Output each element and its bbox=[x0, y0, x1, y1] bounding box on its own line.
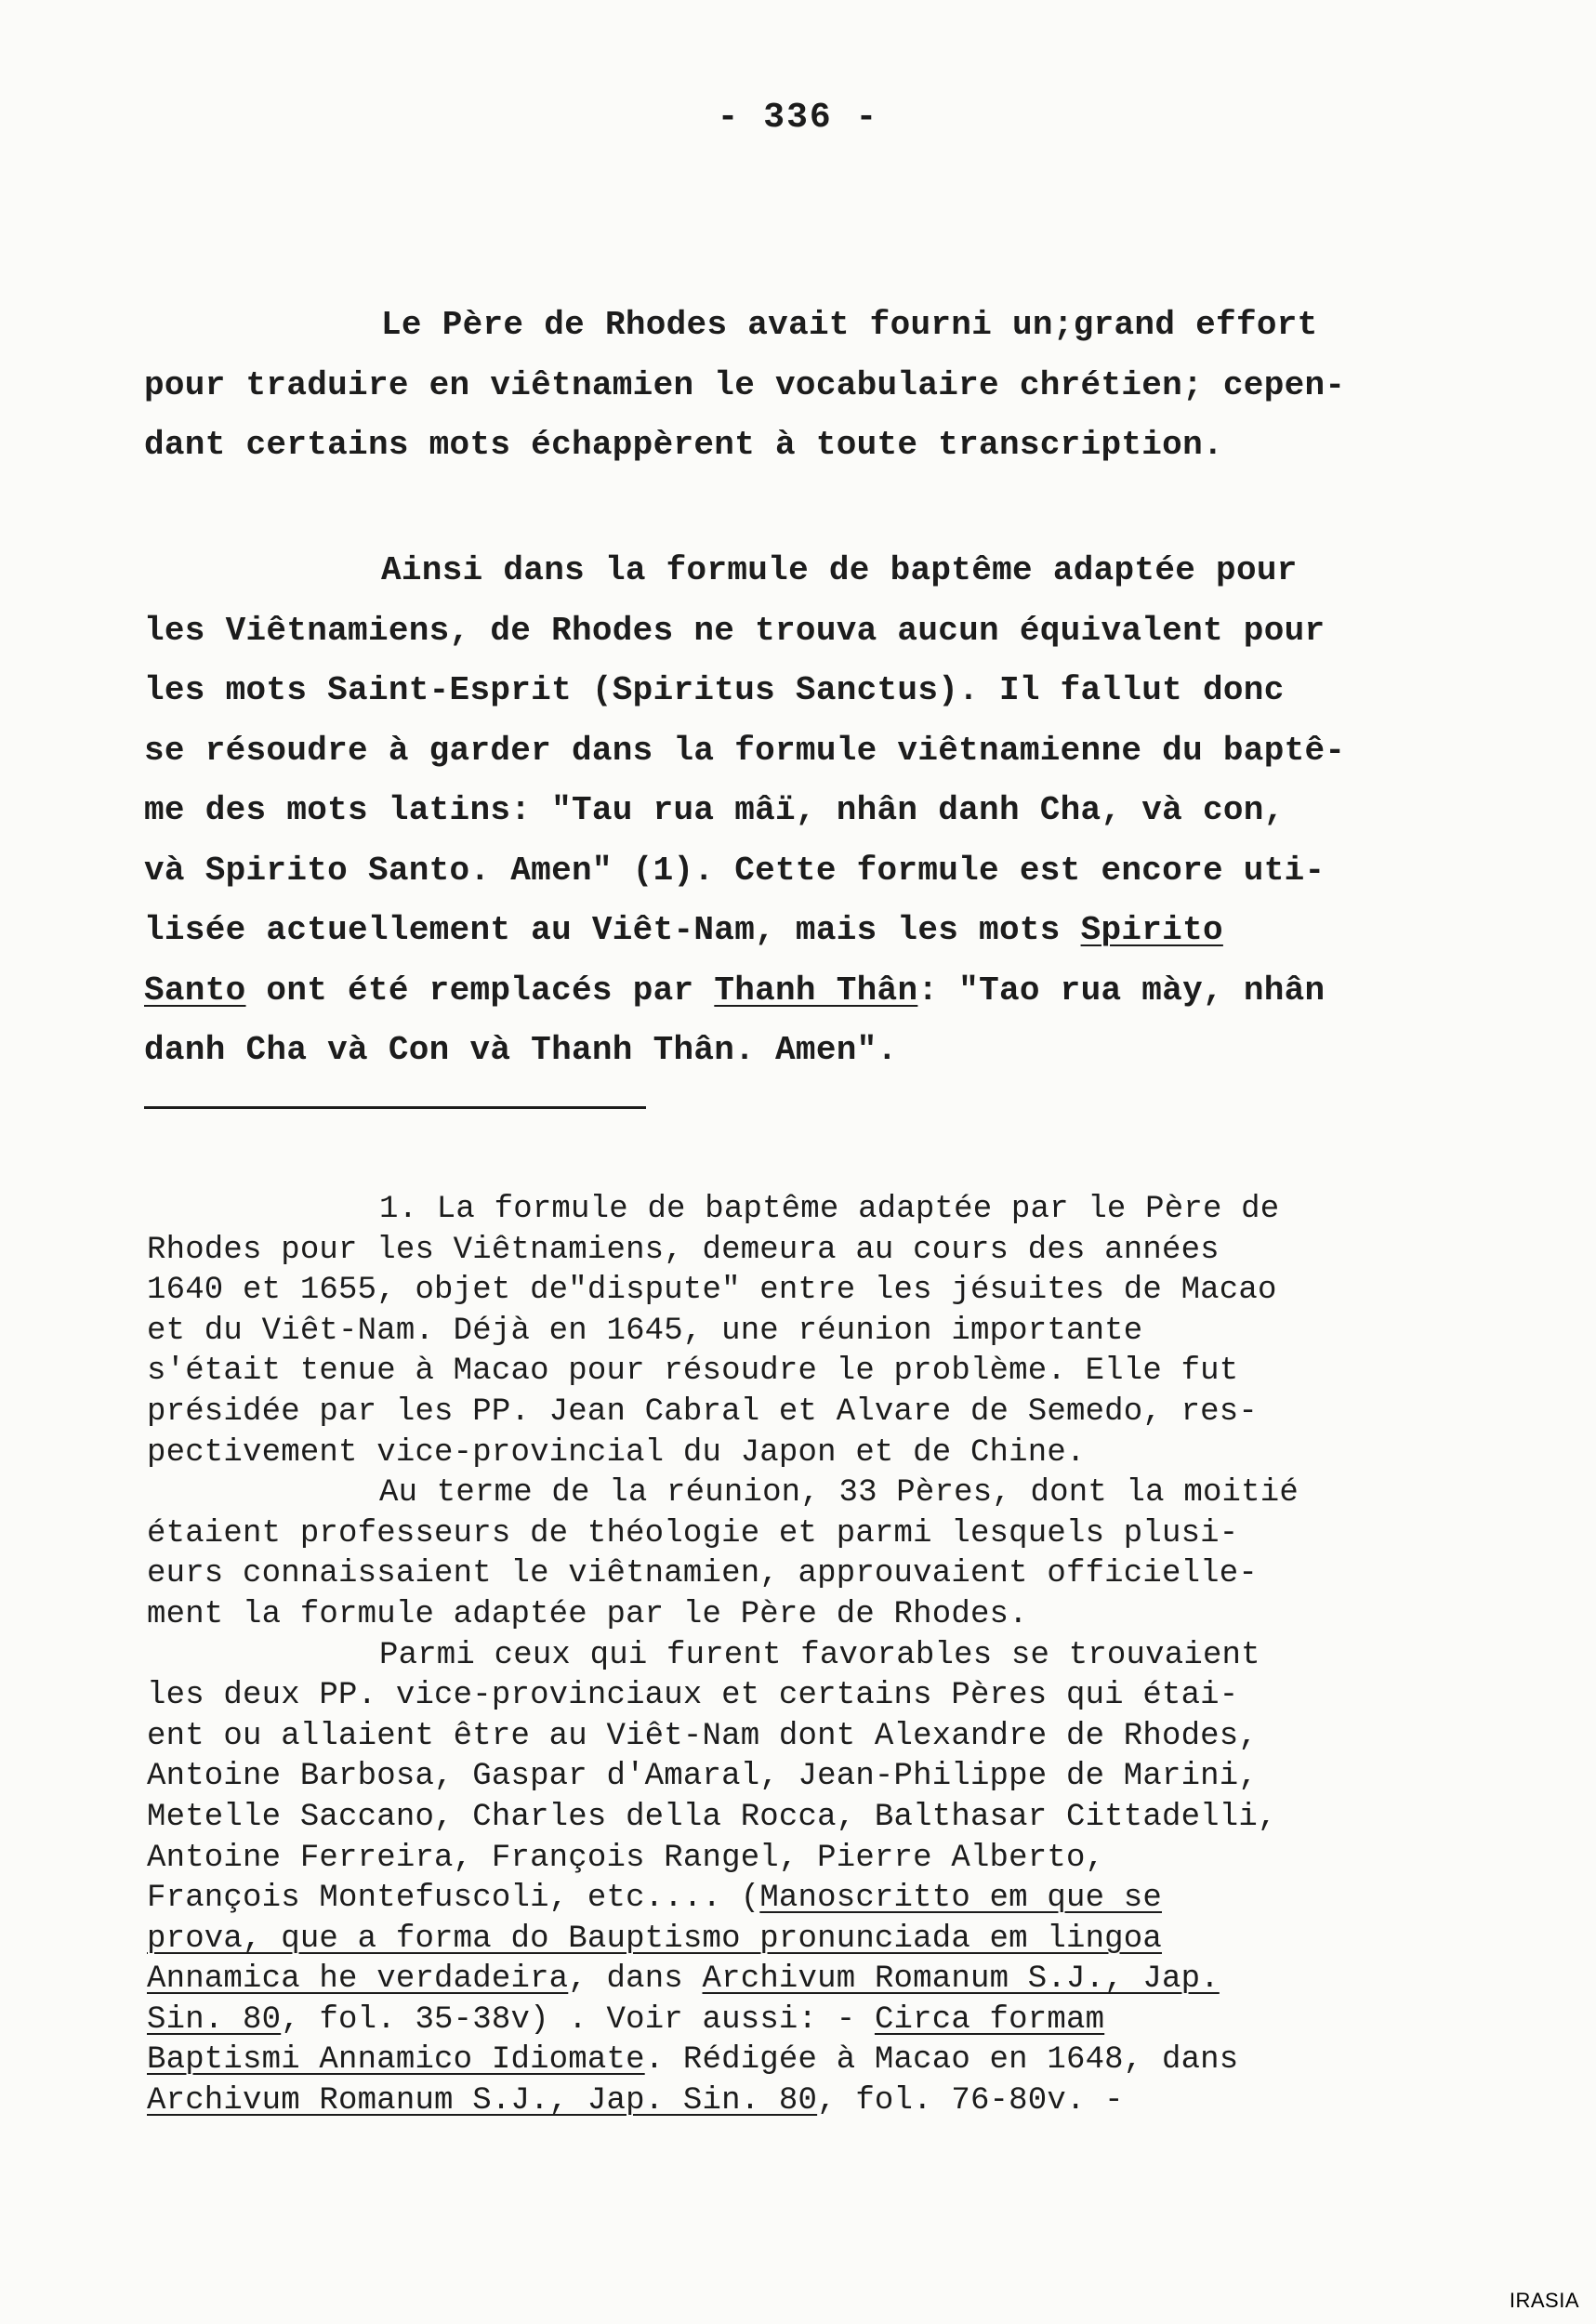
footnote-line bbox=[147, 1960, 1504, 2000]
footnote-line bbox=[147, 1879, 1504, 1920]
footnote-line: eurs connaissaient le viêtnamien, approuvaient officielle- bbox=[147, 1556, 1258, 1592]
text-run: François Montefuscoli, etc.... ( bbox=[147, 1881, 760, 1917]
paragraph-line: les Viêtnamiens, de Rhodes ne trouva aucun équivalent pour bbox=[144, 611, 1326, 650]
footnote-line: 1. La formule de baptême adaptée par le Père de bbox=[379, 1192, 1280, 1227]
paragraph-line: và Spirito Santo. Amen" (1). Cette formule est encore uti- bbox=[144, 851, 1326, 890]
footnote-line bbox=[147, 2081, 1504, 2122]
footnote-line: ent ou allaient être au Viêt-Nam dont Alexandre de Rhodes, bbox=[147, 1718, 1258, 1754]
footnote-separator bbox=[144, 1106, 646, 1109]
footnote-line: pectivement vice-provincial du Japon et de Chine. bbox=[147, 1434, 1086, 1471]
footnote-line bbox=[147, 2040, 1504, 2081]
text-run: , fol. 35-38v) . Voir aussi: - bbox=[281, 2001, 875, 2038]
footnote-1 bbox=[147, 1190, 1504, 2122]
paragraph-line: se résoudre à garder dans la formule viêtnamienne du baptê- bbox=[144, 731, 1346, 770]
footnote-line: et du Viêt-Nam. Déjà en 1645, une réunion importante bbox=[147, 1313, 1143, 1349]
footnote-line: Antoine Ferreira, François Rangel, Pierre Alberto, bbox=[147, 1840, 1105, 1876]
underlined-title: Circa formam bbox=[874, 2001, 1105, 2038]
underlined-term: Spirito bbox=[1080, 911, 1223, 949]
paragraph-line: Ainsi dans la formule de baptême adaptée pour bbox=[381, 551, 1298, 589]
paragraph-2 bbox=[144, 541, 1501, 1081]
footnote-line: les deux PP. vice-provinciaux et certains Pères qui étai- bbox=[147, 1678, 1239, 1714]
paragraph-line: danh Cha và Con và Thanh Thân. Amen". bbox=[144, 1031, 898, 1069]
paragraph-line bbox=[144, 901, 1501, 961]
paragraph-line: les mots Saint-Esprit (Spiritus Sanctus). Il fallut donc bbox=[144, 671, 1285, 709]
footnote-line bbox=[147, 2000, 1504, 2041]
underlined-title: prova, que a forma do Bauptismo pronunciada em lingoa bbox=[147, 1921, 1162, 1957]
footnote-line: Rhodes pour les Viêtnamiens, demeura au cours des années bbox=[147, 1232, 1220, 1268]
text-run: . Rédigée à Macao en 1648, dans bbox=[644, 2042, 1239, 2079]
paragraph-line: Le Père de Rhodes avait fourni un;grand effort bbox=[381, 306, 1318, 344]
page-number: - 336 - bbox=[717, 98, 879, 138]
paragraph-line: me des mots latins: "Tau rua mâï, nhân danh Cha, và con, bbox=[144, 791, 1285, 829]
text-run: ont été remplacés par bbox=[245, 971, 715, 1010]
paragraph-line: dant certains mots échappèrent à toute transcription. bbox=[144, 426, 1223, 464]
text-run: lisée actuellement au Viêt-Nam, mais les mots bbox=[144, 911, 1081, 949]
footnote-line: 1640 et 1655, objet de"dispute" entre les jésuites de Macao bbox=[147, 1273, 1277, 1309]
text-run: : "Tao rua mày, nhân bbox=[917, 971, 1326, 1010]
underlined-title: Baptismi Annamico Idiomate bbox=[147, 2042, 645, 2079]
underlined-term: Thanh Thân bbox=[714, 971, 918, 1010]
underlined-source: Archivum Romanum S.J., Jap. Sin. 80 bbox=[147, 2083, 818, 2119]
underlined-title: Annamica he verdadeira bbox=[147, 1961, 569, 1998]
underlined-source: Archivum Romanum S.J., Jap. bbox=[702, 1961, 1220, 1998]
footnote-line: étaient professeurs de théologie et parmi lesquels plusi- bbox=[147, 1515, 1239, 1552]
paragraph-line bbox=[144, 961, 1501, 1022]
underlined-title: Manoscritto em que se bbox=[759, 1881, 1162, 1917]
text-run: , fol. 76-80v. - bbox=[817, 2083, 1124, 2119]
footnote-line: Parmi ceux qui furent favorables se trouvaient bbox=[379, 1637, 1260, 1673]
paragraph-line: pour traduire en viêtnamien le vocabulaire chrétien; cepen- bbox=[144, 365, 1346, 404]
footnote-line bbox=[147, 1920, 1504, 1961]
footnote-line: Antoine Barbosa, Gaspar d'Amaral, Jean-Philippe de Marini, bbox=[147, 1759, 1258, 1795]
text-run: , dans bbox=[568, 1961, 703, 1998]
watermark-label: IRASIA bbox=[1509, 2289, 1579, 2312]
footnote-line: Metelle Saccano, Charles della Rocca, Balthasar Cittadelli, bbox=[147, 1799, 1277, 1835]
underlined-source: Sin. 80 bbox=[147, 2001, 282, 2038]
paragraph-1 bbox=[144, 296, 1501, 476]
footnote-line: Au terme de la réunion, 33 Pères, dont la moitié bbox=[379, 1475, 1299, 1512]
footnote-line: ment la formule adaptée par le Père de Rhodes. bbox=[147, 1596, 1028, 1632]
footnote-line: s'était tenue à Macao pour résoudre le problème. Elle fut bbox=[147, 1353, 1239, 1390]
footnote-line: présidée par les PP. Jean Cabral et Alvare de Semedo, res- bbox=[147, 1393, 1258, 1430]
underlined-term: Santo bbox=[144, 971, 246, 1010]
